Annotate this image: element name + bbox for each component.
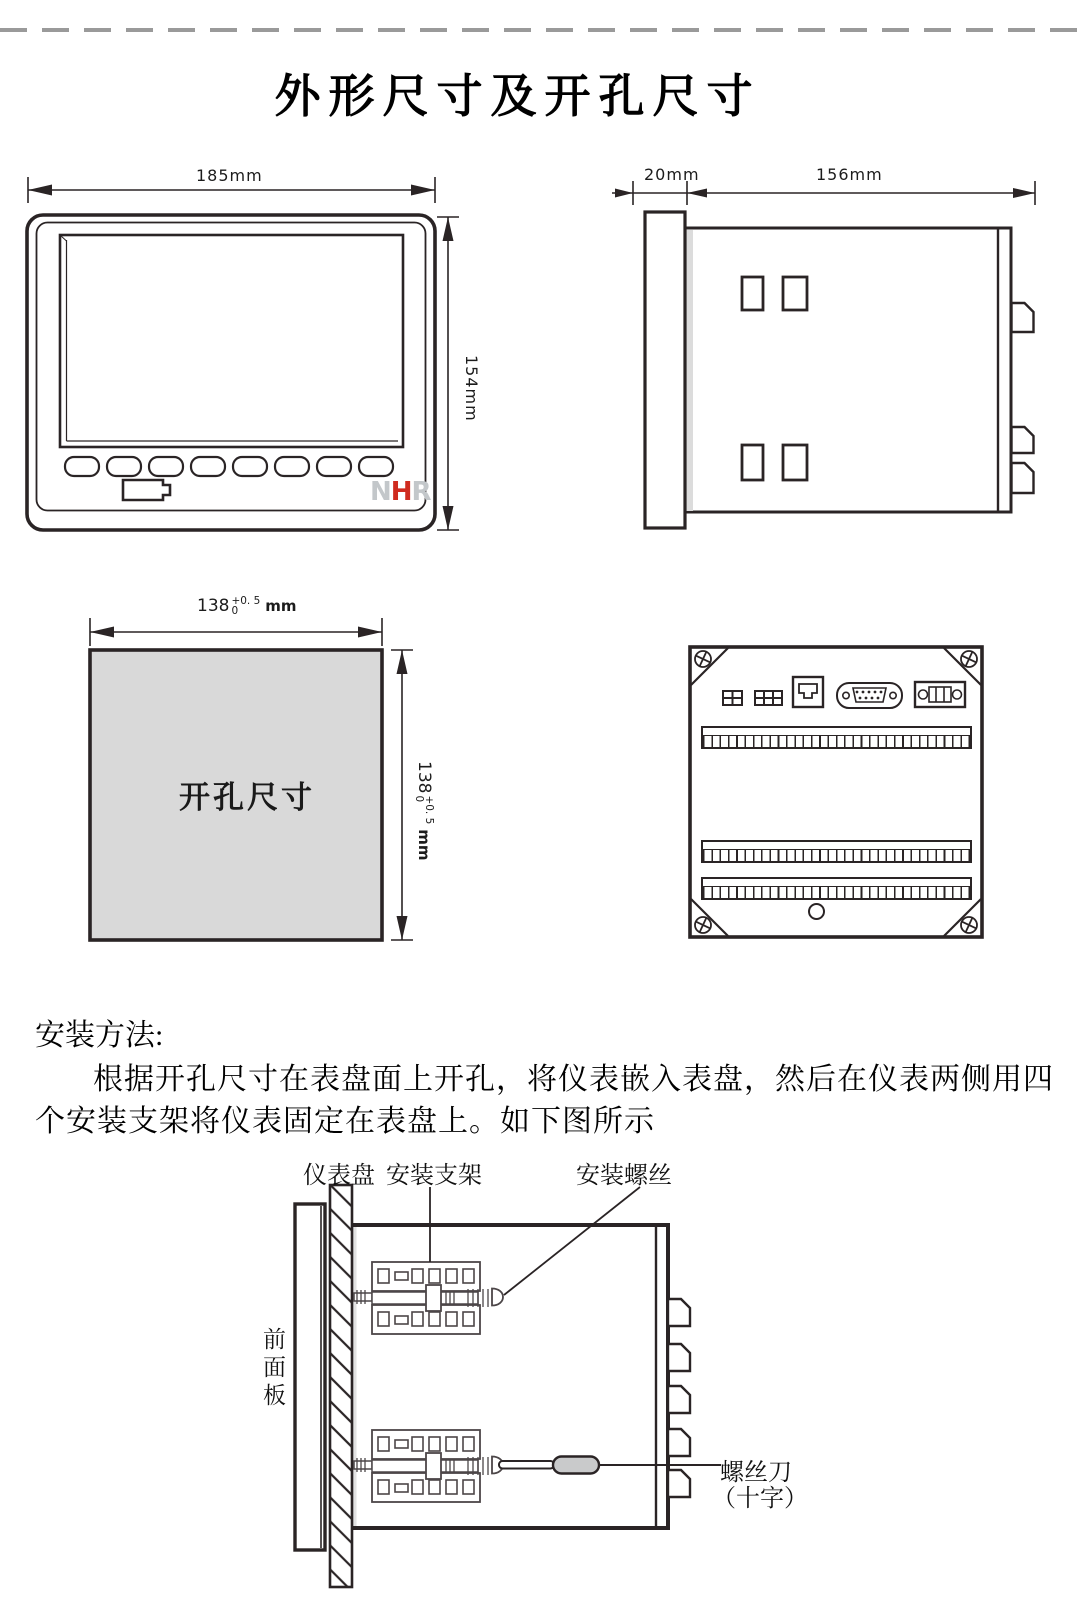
cutout-height-tolerance: +0. 5 0 <box>413 795 435 825</box>
cutout-diagram <box>60 570 460 950</box>
installation-diagram <box>240 1130 810 1613</box>
cutout-width-base: 138 <box>197 596 230 616</box>
front-width-dim-label: 185mm <box>196 166 263 185</box>
page-title: 外形尺寸及开孔尺寸 <box>274 69 761 123</box>
usb-port-icon <box>123 480 170 500</box>
arrow-down-icon <box>443 506 454 530</box>
label-instrument-panel: 仪表盘 <box>303 1163 375 1189</box>
nhr-logo-n: N <box>370 477 391 507</box>
front-screen <box>60 235 403 447</box>
label-mounting-screw: 安装螺丝 <box>576 1163 672 1189</box>
install-paragraph-line2: 个安装支架将仪表固定在表盘上。如下图所示 <box>35 1105 655 1138</box>
label-front-panel: 前面板 <box>260 1327 285 1411</box>
side-view-shapes <box>612 181 1035 528</box>
side-front-panel <box>645 212 685 528</box>
cutout-height-dim-label: 138 +0. 5 0 mm <box>413 761 435 861</box>
install-paragraph-line1: 根据开孔尺寸在表盘面上开孔，将仪表嵌入表盘，然后在仪表两侧用四 <box>93 1063 1054 1096</box>
cutout-square-label: 开孔尺寸 <box>179 780 315 815</box>
arrow-up-icon <box>443 217 454 241</box>
label-mounting-bracket: 安装支架 <box>386 1163 482 1189</box>
cutout-height-base: 138 <box>414 761 434 794</box>
side-terminal-tabs <box>1012 303 1034 493</box>
side-depth-dim-label: 156mm <box>816 165 883 184</box>
panel-wall-hatched <box>330 1185 352 1587</box>
terminal-strip-top <box>701 726 972 749</box>
side-thickness-dim-label: 20mm <box>644 165 700 184</box>
nhr-logo-h: H <box>390 477 412 507</box>
label-screwdriver: 螺丝刀 <box>720 1460 792 1486</box>
arrow-left-icon <box>28 185 52 196</box>
nhr-logo-r: R <box>411 477 431 507</box>
installation-shapes <box>295 1185 721 1587</box>
side-body <box>668 228 1011 512</box>
arrow-right-icon <box>411 185 435 196</box>
install-heading: 安装方法: <box>35 1019 164 1052</box>
cutout-width-dim-label: 138 +0. 5 0 mm <box>197 595 297 617</box>
terminal-strip-bottom <box>701 877 972 900</box>
rear-hole-icon <box>808 903 825 920</box>
label-screwdriver-type: （十字） <box>712 1486 808 1512</box>
terminal-strip-middle <box>701 840 972 863</box>
cutout-width-tolerance: +0. 5 0 <box>231 595 261 617</box>
page-top-dashed-border <box>0 28 1080 32</box>
install-terminal-tabs <box>668 1299 690 1497</box>
side-view-diagram <box>590 150 1060 560</box>
front-height-dim-label: 154mm <box>462 355 481 422</box>
nhr-logo <box>370 477 431 507</box>
